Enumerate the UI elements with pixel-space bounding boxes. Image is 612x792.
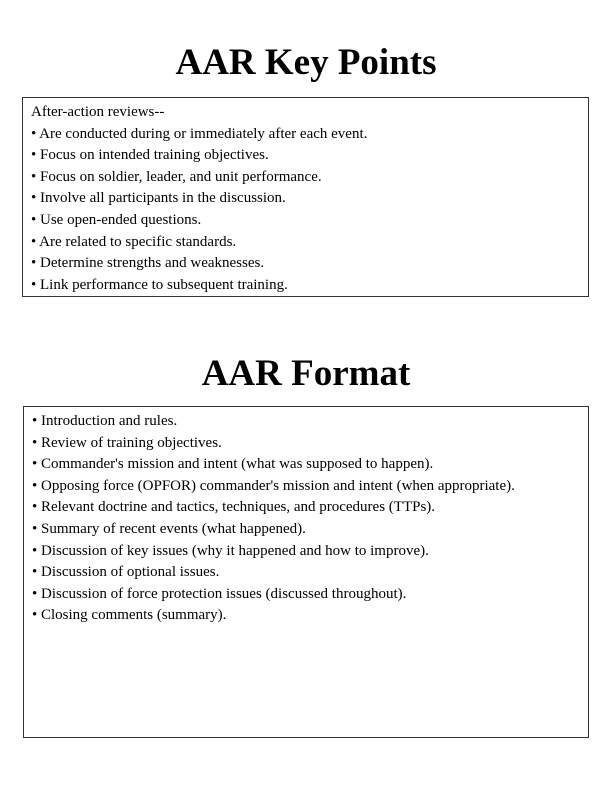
format-item: • Relevant doctrine and tactics, techniques, and procedures (TTPs). bbox=[32, 499, 436, 516]
format-item: • Closing comments (summary). bbox=[32, 607, 227, 624]
key-points-item: • Use open-ended questions. bbox=[31, 211, 202, 228]
key-points-item: • Are conducted during or immediately after each event. bbox=[31, 125, 368, 142]
format-item: • Discussion of force protection issues (discussed throughout). bbox=[32, 585, 407, 602]
format-item: • Summary of recent events (what happened). bbox=[32, 520, 306, 537]
key-points-item: • Are related to specific standards. bbox=[31, 233, 237, 250]
key-points-item: • Focus on soldier, leader, and unit performance. bbox=[31, 168, 322, 185]
format-item: • Discussion of optional issues. bbox=[32, 564, 220, 581]
format-box bbox=[23, 406, 589, 738]
format-item: • Review of training objectives. bbox=[32, 434, 222, 451]
format-item: • Commander's mission and intent (what was supposed to happen). bbox=[32, 456, 434, 473]
key-points-title: AAR Key Points bbox=[175, 42, 437, 83]
format-item: • Discussion of key issues (why it happened and how to improve). bbox=[32, 542, 429, 559]
key-points-item: • Focus on intended training objectives. bbox=[31, 147, 269, 164]
key-points-item: • Involve all participants in the discussion. bbox=[31, 190, 286, 207]
key-points-item: • Link performance to subsequent training. bbox=[31, 276, 288, 293]
format-item: • Introduction and rules. bbox=[32, 413, 178, 429]
key-points-box bbox=[22, 97, 589, 297]
format-title: AAR Format bbox=[201, 353, 411, 394]
key-points-intro: After-action reviews-- bbox=[31, 104, 165, 120]
key-points-item: • Determine strengths and weaknesses. bbox=[31, 255, 265, 272]
format-item: • Opposing force (OPFOR) commander's mission and intent (when appropriate). bbox=[32, 477, 515, 494]
